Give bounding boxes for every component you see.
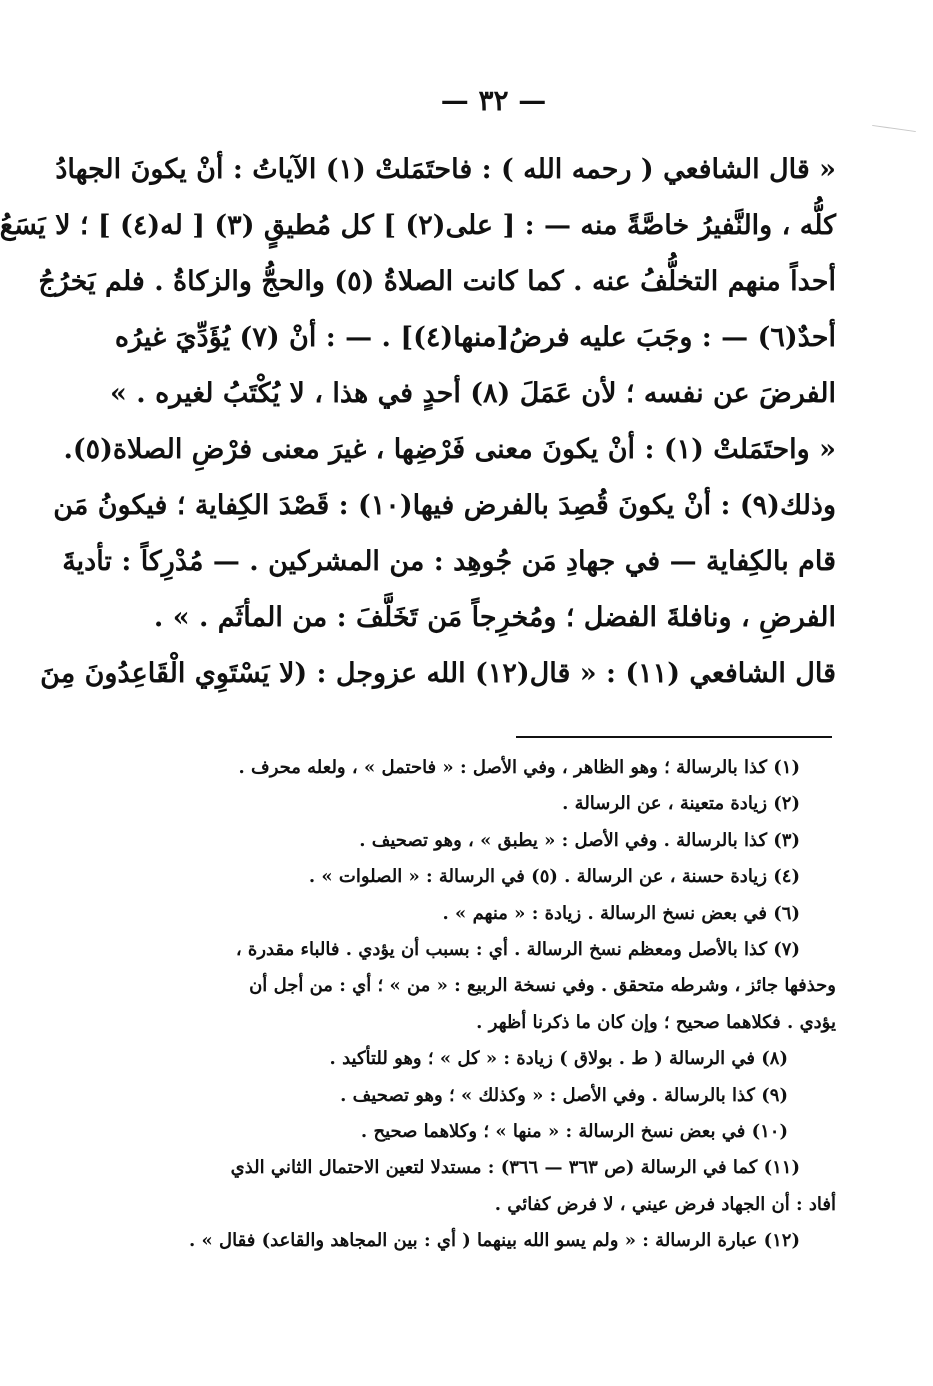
footnote-line: (٢) زيادة متعينة ، عن الرسالة .: [562, 793, 800, 815]
footnote-line: (١٠) في بعض نسخ الرسالة : « منها » ؛ وكلاهما صحيح .: [360, 1120, 788, 1142]
footnote-line: (٤) زيادة حسنة ، عن الرسالة . (٥) في الرسالة : « الصلوات » .: [308, 866, 800, 888]
footnote-line: (١١) كما في الرسالة (ص ٣٦٣ — ٣٦٦) : مستدلا لتعين الاحتمال الثاني الذي: [230, 1157, 800, 1179]
page-number: — ٣٢ —: [440, 84, 547, 117]
footnote-line: (١٢) عبارة الرسالة : « ولم يسو الله بينهما ( أي : بين المجاهد والقاعد) فقال » .: [189, 1230, 800, 1252]
main-text-line: وذلك(٩) : أنْ يكونَ قُصِدَ بالفرض فيها(١٠) : قَصْدَ الكِفاية ؛ فيكونُ مَن: [53, 490, 836, 521]
footnote-line: أفاد : أن الجهاد فرض عيني ، لا فرض كفائي .: [494, 1193, 836, 1215]
main-text-line: الفرضِ ، ونافلةَ الفضل ؛ ومُخرِجاً مَن تَخَلَّفَ : من المأثَم . » .: [153, 602, 836, 633]
main-text-line: أحداً منهم التخلُّفُ عنه . كما كانت الصلاةُ (٥) والحجُّ والزكاةُ . فلم يَخرُجُ: [38, 266, 836, 297]
main-text-line: كلُّه ، والنَّفيرُ خاصَّةً منه — : [ على(٢) ] كل مُطيقٍ (٣) [ له(٤) ] ؛ لا يَسَعُ: [0, 210, 836, 241]
footnotes-block: [146, 750, 836, 1259]
footnote-line: يؤدي . فكلاهما صحيح ؛ وإن كان ما ذكرنا أظهر .: [476, 1011, 836, 1033]
scan-edge-mark: [872, 125, 916, 132]
footnote-line: (٧) كذا بالأصل ومعظم نسخ الرسالة . أي : بسبب أن يؤدي . فالباء مقدرة ،: [235, 938, 800, 960]
main-text-block: [0, 142, 836, 702]
footnote-line: (٣) كذا بالرسالة . وفي الأصل : « يطبق » ، وهو تصحيف .: [359, 829, 800, 851]
main-text-line: « واحتَمَلتْ (١) : أنْ يكونَ معنى فَرْضِها ، غيرَ معنى فرْضِ الصلاة(٥).: [63, 434, 836, 465]
main-text-line: الفرضَ عن نفسه ؛ لأن عَمَلَ (٨) أحدٍ في هذا ، لا يُكْتَبُ لغيره . »: [110, 378, 836, 409]
footnote-line: (٨) في الرسالة ( ط . بولاق ) زيادة : « كل » ؛ وهو للتأكيد .: [329, 1048, 788, 1070]
footnote-line: (٩) كذا بالرسالة . وفي الأصل : « وكذلك » ؛ وهو تصحيف .: [340, 1084, 788, 1106]
footnote-line: (١) كذا بالرسالة ؛ وهو الظاهر ، وفي الأصل : « فاحتمل » ، ولعله محرف .: [238, 757, 800, 778]
main-text-line: « قال الشافعي ( رحمه الله ) : فاحتَمَلتْ (١) الآياتُ : أنْ يكونَ الجهادُ: [55, 154, 836, 185]
main-text-line: أحدٌ(٦) — : وجَبَ عليه فرضُ[منها(٤)] . — : أنْ (٧) يُؤَدِّيَ غيرُه: [114, 322, 836, 353]
footnote-line: (٦) في بعض نسخ الرسالة . زيادة : « منهم » .: [442, 902, 800, 924]
main-text-line: قال الشافعي (١١) : « قال(١٢) الله عزوجل : (لا يَسْتَوِي الْقَاعِدُونَ مِنَ: [40, 658, 836, 689]
footnote-line: وحذفها جائز ، وشرطه متحقق . وفي نسخة الربيع : « من » ؛ أي : من أجل أن: [249, 975, 836, 997]
footnote-divider: [516, 736, 832, 738]
main-text-line: قام بالكِفاية — في جهادِ مَن جُوهِد : من المشركين . — مُدْرِكاً : تأديةَ: [62, 546, 836, 577]
